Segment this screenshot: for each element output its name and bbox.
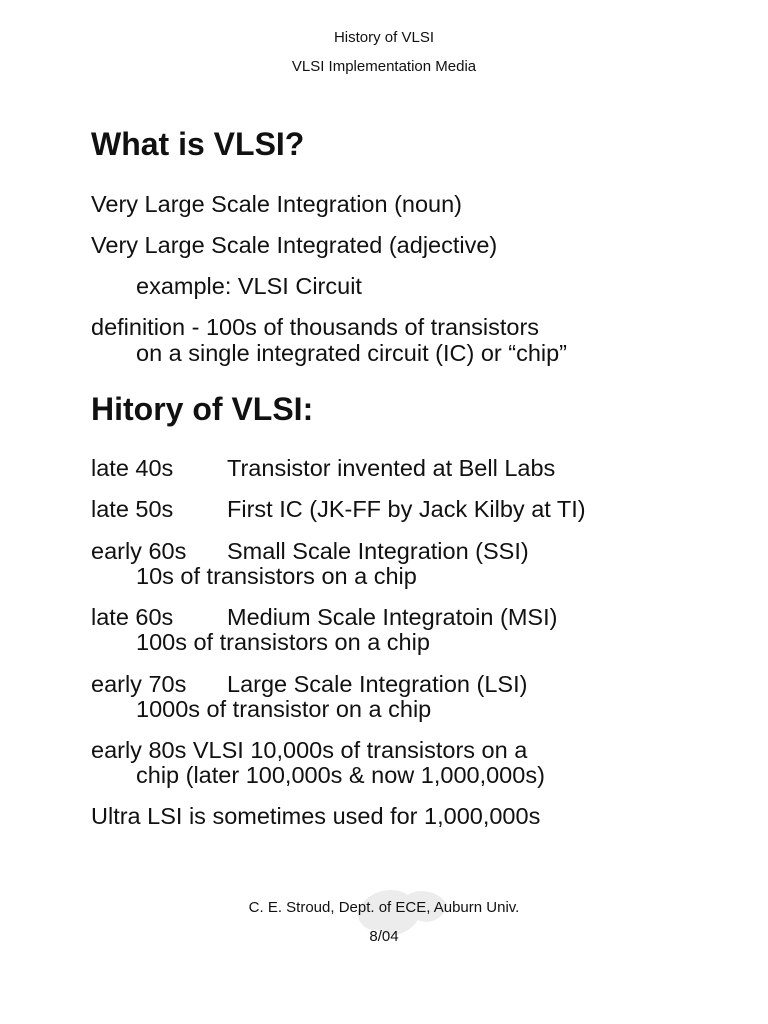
section-heading-what-is-vlsi: What is VLSI? — [91, 126, 305, 162]
history-entry: early 80s VLSI 10,000s of transistors on a — [91, 737, 528, 763]
example-line: example: VLSI Circuit — [136, 273, 362, 299]
history-entry — [91, 455, 555, 481]
history-era: late 60s — [91, 604, 174, 630]
history-text: Transistor invented at Bell Labs — [227, 455, 556, 481]
history-era: early 70s — [91, 671, 187, 697]
footer-author: C. E. Stroud, Dept. of ECE, Auburn Univ. — [248, 899, 520, 916]
history-text: Large Scale Integration (LSI) — [227, 671, 528, 697]
history-text: Medium Scale Integratoin (MSI) — [227, 604, 558, 630]
header-subtitle: VLSI Implementation Media — [291, 58, 477, 75]
definition-line-adjective: Very Large Scale Integrated (adjective) — [91, 232, 498, 258]
definition-line-continued: on a single integrated circuit (IC) or “chip” — [136, 340, 568, 366]
history-text: Small Scale Integration (SSI) — [227, 538, 529, 564]
closing-line: Ultra LSI is sometimes used for 1,000,000s — [91, 803, 541, 829]
history-sub: 10s of transistors on a chip — [136, 563, 417, 589]
definition-line: definition - 100s of thousands of transistors — [91, 314, 540, 340]
history-era: late 40s — [91, 455, 174, 481]
history-sub: 100s of transistors on a chip — [136, 629, 430, 655]
history-text: First IC (JK-FF by Jack Kilby at TI) — [227, 496, 586, 522]
header-title: History of VLSI — [333, 29, 435, 46]
section-heading-history: Hitory of VLSI: — [91, 391, 314, 427]
footer-date: 8/04 — [369, 928, 399, 945]
definition-line-noun: Very Large Scale Integration (noun) — [91, 191, 463, 217]
history-entry — [91, 671, 527, 697]
history-entry — [91, 538, 529, 564]
history-entry — [91, 496, 586, 522]
history-era: early 60s — [91, 538, 187, 564]
history-sub: 1000s of transistor on a chip — [136, 696, 432, 722]
history-era: late 50s — [91, 496, 174, 522]
history-entry — [91, 604, 557, 630]
history-sub: chip (later 100,000s & now 1,000,000s) — [136, 762, 545, 788]
